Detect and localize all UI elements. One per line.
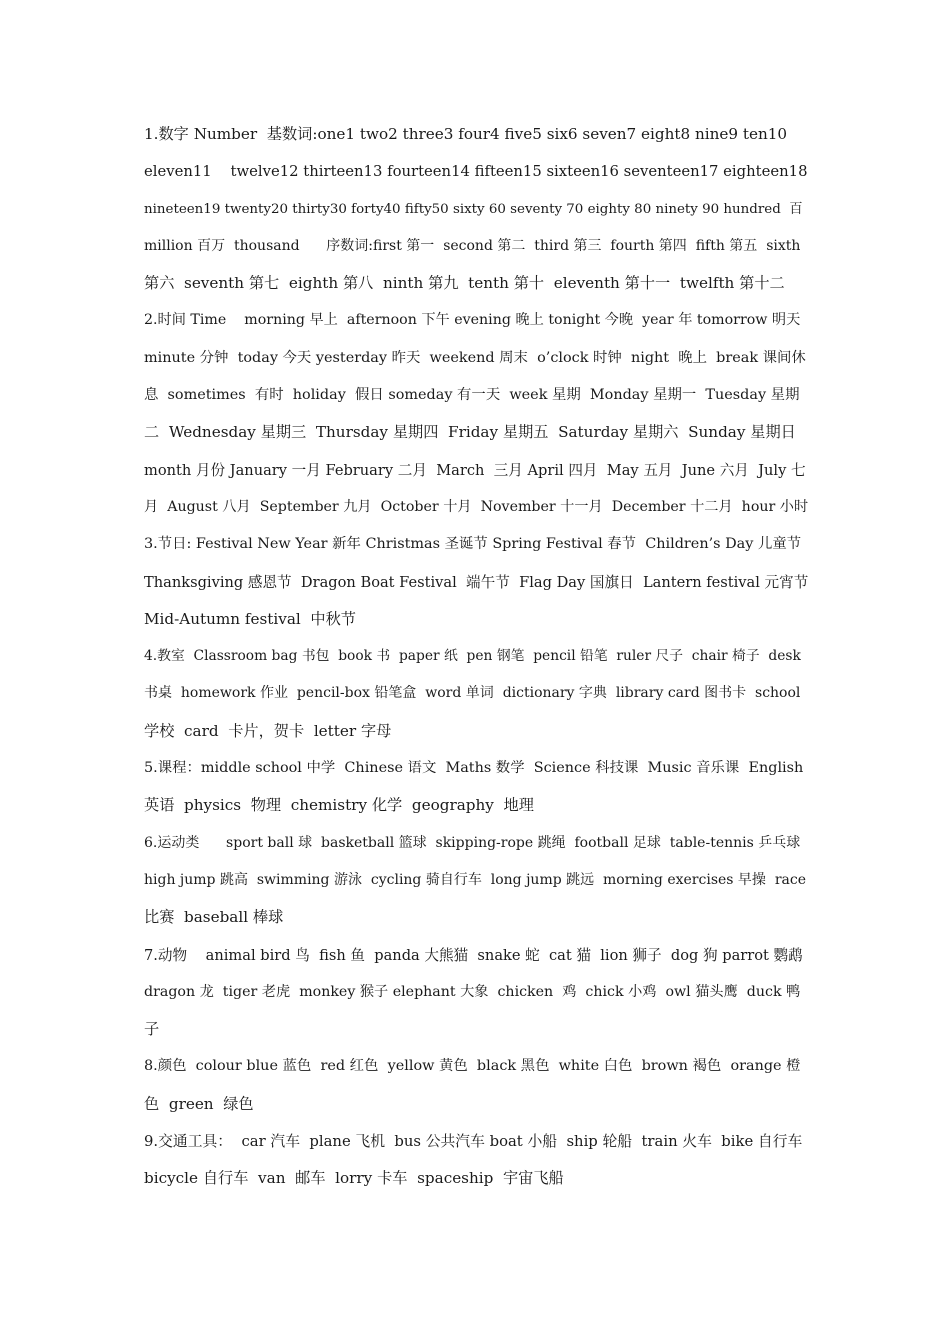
text-line: 第六 seventh 第七 eighth 第八 ninth 第九 tenth 第十 eleventh 第十一 twelfth 第十二 [144, 274, 785, 293]
text-line: 9.交通工具： car 汽车 plane 飞机 bus 公共汽车 boat 小船 ship 轮船 train 火车 bike 自行车 [144, 1133, 803, 1151]
text-line: 书桌 homework 作业 pencil-box 铅笔盒 word 单词 dictionary 字典 library card 图书卡 school [144, 685, 801, 702]
text-line: high jump 跳高 swimming 游泳 cycling 骑自行车 long jump 跳远 morning exercises 早操 race [144, 871, 806, 888]
text-line: 5.课程：middle school 中学 Chinese 语文 Maths 数学 Science 科技课 Music 音乐课 English [144, 760, 804, 777]
text-line: 6.运动类 sport ball 球 basketball 篮球 skipping-rope 跳绳 football 足球 table-tennis 乒乓球 [144, 834, 801, 851]
text-line: 学校 card 卡片，贺卡 letter 字母 [144, 721, 392, 740]
text-line: nineteen19 twenty20 thirty30 forty40 fifty50 sixty 60 seventy 70 eighty 80 ninety 90 hundred 百 [144, 201, 803, 217]
text-line: minute 分钟 today 今天 yesterday 昨天 weekend 周末 o’clock 时钟 night 晚上 break 课间休 [144, 349, 806, 366]
text-line: 比赛 baseball 棒球 [144, 908, 284, 927]
text-line: million 百万 thousand 序数词:first 第一 second 第二 third 第三 fourth 第四 fifth 第五 sixth [144, 237, 801, 254]
text-line: 子 [144, 1020, 160, 1039]
text-line: 2.时间 Time morning 早上 afternoon 下午 evening 晚上 tonight 今晚 year 年 tomorrow 明天 [144, 312, 801, 329]
text-line: 4.教室 Classroom bag 书包 book 书 paper 纸 pen 钢笔 pencil 铅笔 ruler 尺子 chair 椅子 desk [144, 648, 801, 665]
text-line: eleven11 twelve12 thirteen13 fourteen14 fifteen15 sixteen16 seventeen17 eighteen18 [144, 163, 808, 181]
text-line: 3.节日: Festival New Year 新年 Christmas 圣诞节 Spring Festival 春节 Children’s Day 儿童节 [144, 536, 802, 553]
text-line: 8.颜色 colour blue 蓝色 red 红色 yellow 黄色 black 黑色 white 白色 brown 褐色 orange 橙 [144, 1058, 801, 1075]
text-line: 息 sometimes 有时 holiday 假日 someday 有一天 week 星期 Monday 星期一 Tuesday 星期 [144, 387, 800, 404]
vocabulary-text-block [144, 116, 808, 1198]
text-line: 英语 physics 物理 chemistry 化学 geography 地理 [144, 796, 534, 815]
text-line: Mid-Autumn festival 中秋节 [144, 609, 356, 628]
text-line: 月 August 八月 September 九月 October 十月 November 十一月 December 十二月 hour 小时 [144, 498, 808, 515]
text-line: 7.动物 animal bird 鸟 fish 鱼 panda 大熊猫 snake 蛇 cat 猫 lion 狮子 dog 狗 parrot 鹦鹉 [144, 946, 803, 964]
text-line: bicycle 自行车 van 邮车 lorry 卡车 spaceship 宇宙飞船 [144, 1169, 564, 1188]
text-line: 1.数字 Number 基数词:one1 two2 three3 four4 five5 six6 seven7 eight8 nine9 ten10 [144, 125, 788, 143]
text-line: Thanksgiving 感恩节 Dragon Boat Festival 端午节 Flag Day 国旗日 Lantern festival 元宵节 [144, 573, 808, 591]
text-line: 二 Wednesday 星期三 Thursday 星期四 Friday 星期五 Saturday 星期六 Sunday 星期日 [144, 423, 796, 442]
text-line: dragon 龙 tiger 老虎 monkey 猴子 elephant 大象 chicken 鸡 chick 小鸡 owl 猫头鹰 duck 鸭 [144, 983, 801, 1000]
text-line: month 月份 January 一月 February 二月 March 三月 April 四月 May 五月 June 六月 July 七 [144, 461, 806, 479]
text-line: 色 green 绿色 [144, 1094, 254, 1113]
